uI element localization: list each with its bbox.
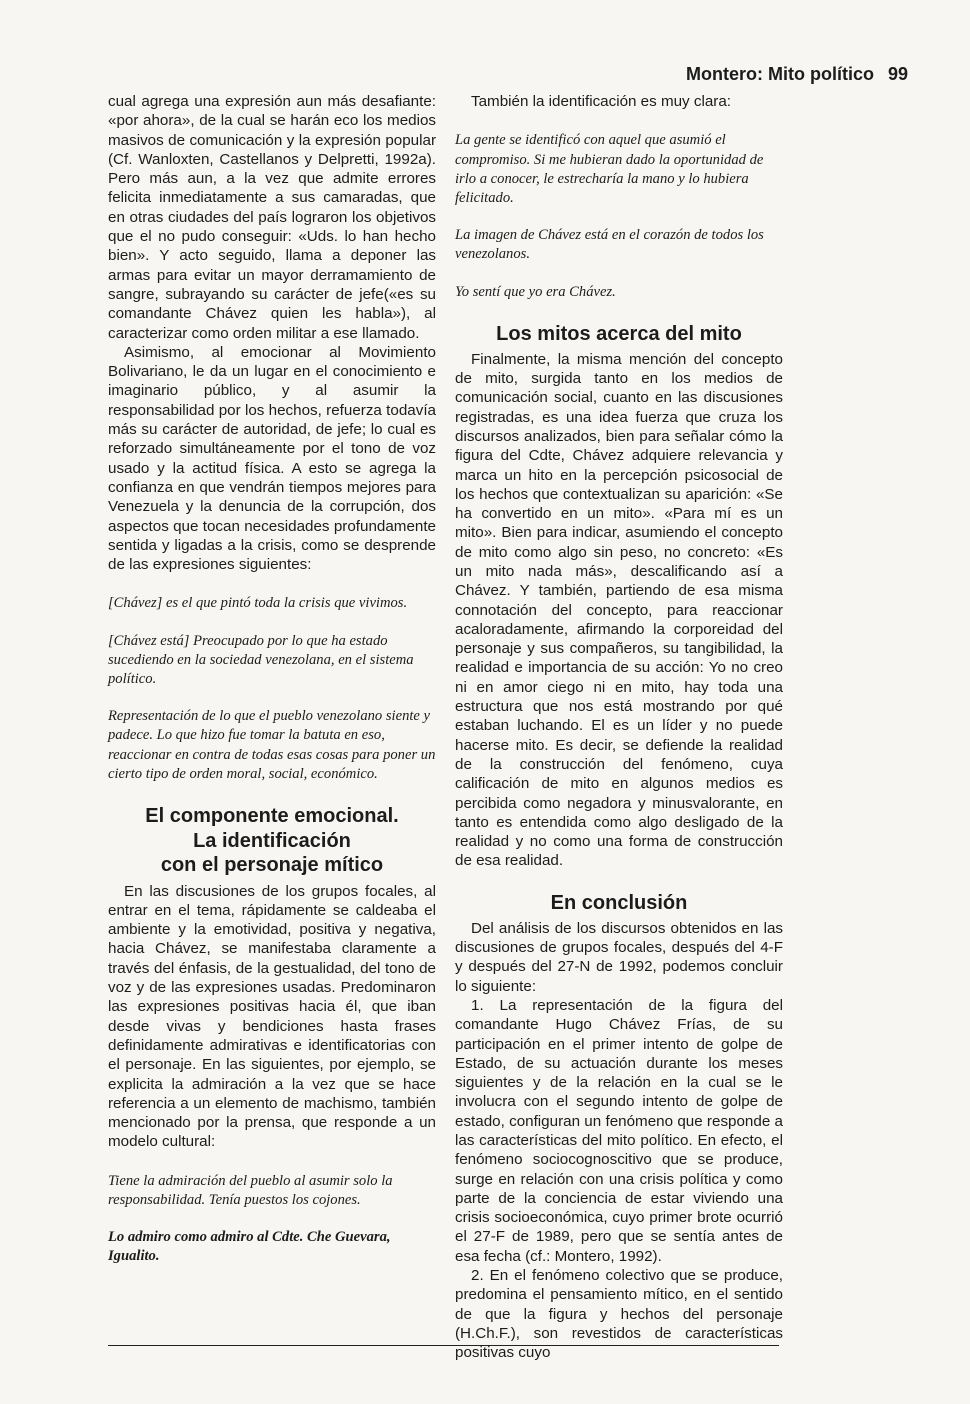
left-column <box>108 92 436 1283</box>
interview-quote: Tiene la admiración del pueblo al asumir solo la responsabilidad. Tenía puestos los cojones. <box>108 1172 393 1208</box>
section-heading-myths: Los mitos acerca del mito <box>496 322 742 345</box>
interview-quote: Representación de lo que el pueblo venezolano siente y padece. Lo que hizo fue tomar la batuta en eso, reaccionar en contra de todas esas cosas para poner un cierto tipo de orden moral, social, económico. <box>108 708 436 782</box>
footer-rule <box>108 1345 779 1346</box>
paragraph: Del análisis de los discursos obtenidos en las discusiones de grupos focales, después del 4-F y después del 27-N de 1992, podemos concluir lo siguiente: <box>455 919 783 995</box>
page-number: 99 <box>887 64 908 84</box>
interview-quote: [Chávez está] Preocupado por lo que ha estado sucediendo en la sociedad venezolana, en el sistema político. <box>108 632 414 688</box>
paragraph: 1. La representación de la figura del comandante Hugo Chávez Frías, de su participación en el primer intento de golpe de Estado, de su actuación durante los meses siguientes y de la relación en la cual se le involucra con el segundo intento de golpe de estado, configuran un fenómeno que responde a las características del mito político. En efecto, el fenómeno sociocognoscitivo que se produce, surge en relación con una crisis política y como parte de la conciencia de estar viviendo una crisis socioeconómica, cuyo primer brote ocurrió el 27-F de 1989, pero que se sentía antes de esa fecha (cf.: Montero, 1992). <box>455 996 783 1265</box>
heading-line: La identificación <box>193 829 351 852</box>
paragraph: También la identificación es muy clara: <box>471 93 731 110</box>
right-column <box>455 92 783 1363</box>
heading-line: El componente emocional. <box>145 805 399 828</box>
interview-quote: Lo admiro como admiro al Cdte. Che Guevara, Igualito. <box>108 1229 391 1265</box>
section-heading-conclusion: En conclusión <box>550 891 688 914</box>
paragraph: cual agrega una expresión aun más desafiante: «por ahora», de la cual se harán eco los medios masivos de comunicación y la expresión popular (Cf. Wanloxten, Castellanos y Delpretti, 1992a). Pero más aun, a la vez que admite errores felicita inmediatamente a sus camaradas, que en otras ciudades del país lograron los objetivos que el no pudo conseguir: «Uds. lo han hecho bien». Y acto seguido, llama a deponer las armas para evitar un mayor derramamiento de sangre, subrayando su carácter de jefe(«es su comandante Chávez quien les habla»), al caracterizar como orden militar a ese llamado. <box>108 93 436 342</box>
running-title: Montero: Mito político <box>686 64 874 84</box>
paragraph: Asimismo, al emocionar al Movimiento Bolivariano, le da un lugar en el conocimiento e imaginario público, y al asumir la responsabilidad por los hechos, refuerza todavía más su carácter de autoridad, de jefe; lo cual es reforzado simultáneamente por el tono de voz usado y la actitud física. A esto se agrega la confianza en que vendrán tiempos mejores para Venezuela y la denuncia de la corrupción, dos aspectos que tocan necesidades profundamente sentida y ligadas a la crisis, como se desprende de las expresiones siguientes: <box>108 343 436 574</box>
interview-quote: La gente se identificó con aquel que asumió el compromiso. Si me hubieran dado la oportunidad de irlo a conocer, le estrecharía la mano y lo hubiera felicitado. <box>455 132 764 206</box>
paragraph: En las discusiones de los grupos focales, al entrar en el tema, rápidamente se caldeaba el ambiente y la emotividad, positiva y negativa, hacia Chávez, se manifestaba claramente a través del énfasis, de la gestualidad, del tono de voz y de las expresiones usadas. Predominaron las expresiones positivas hacia él, que iban desde vivas y bendiciones hasta frases definidamente admirativas e identificatorias con el personaje. En las siguientes, por ejemplo, se explicita la admiración a la vez que se hace referencia a un elemento de machismo, también mencionado por la prensa, que responde a un modelo cultural: <box>108 882 436 1151</box>
heading-line: con el personaje mítico <box>160 854 384 877</box>
running-header <box>686 64 908 85</box>
section-heading-emotional-component <box>108 804 436 878</box>
interview-quote: Yo sentí que yo era Chávez. <box>455 283 616 300</box>
paragraph: 2. En el fenómeno colectivo que se produce, predomina el pensamiento mítico, en el sentido de que la figura y hechos del personaje (H.Ch.F.), son revestidos de características positivas cuyo <box>455 1267 783 1362</box>
paragraph: Finalmente, la misma mención del concepto de mito, surgida tanto en los medios de comunicación social, cuanto en las discusiones registradas, es una idea fuerza que cruza los discursos analizados, bien para señalar cómo la figura del Cdte, Chávez adquiere relevancia y marca un hito en la percepción psicosocial de los hechos que contextualizan su aparición: «Se ha convertido en un mito». «Para mí es un mito». Bien para indicar, asumiendo el concepto de mito como algo sin peso, no concreto: «Es un mito nada más», descalificando así a Chávez. Y también, partiendo de esa misma connotación del concepto, para reaccionar acaloradamente, afirmando la corporeidad del personaje y sus compañeros, su tangibilidad, la realidad e importancia de su acción: Yo no creo ni en amor ciego ni en mito, hay toda una estructura que nos está mostrando por qué estaban luchando. El es un líder y no puede hacerse mito. Es decir, se defiende la realidad de la construcción del fenómeno, cuya calificación de mito en algunos medios es percibida como negadora y minusvalorante, en tanto es entendida como algo desligado de la realidad y no como una forma de construcción de esa realidad. <box>455 350 783 870</box>
interview-quote: La imagen de Chávez está en el corazón de todos los venezolanos. <box>455 227 764 263</box>
interview-quote: [Chávez] es el que pintó toda la crisis que vivimos. <box>108 595 408 612</box>
